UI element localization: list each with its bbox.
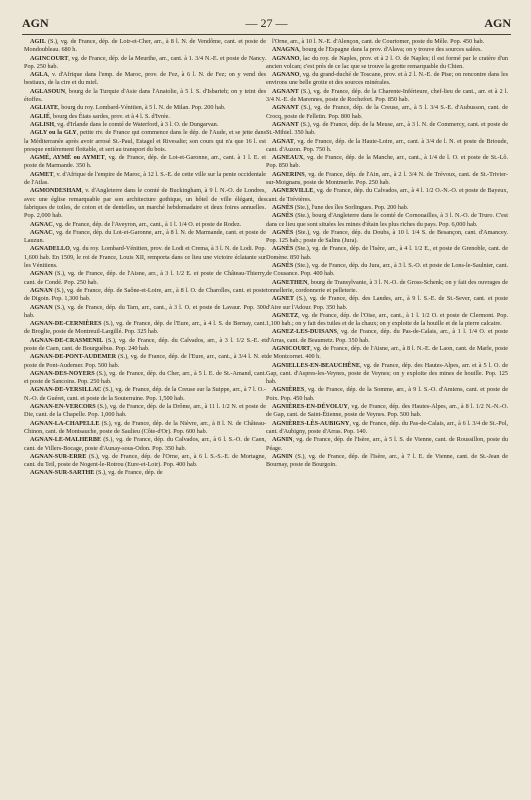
- entry-text: , v. d'Angleterre dans le comté de Buckingham, à 9 l. N.-O. de Londres, avec une église remarquable par son architecture gothique, un hôtel de ville élégant, des fabriques de toiles, de coton et de dentelles, un marché hebdomadaire et deux foires annuelles. Pop. 2,000 hab.: [24, 187, 266, 220]
- dictionary-entry: [266, 46, 508, 54]
- dictionary-entry: [24, 245, 266, 270]
- entry-text: , vg. d'Irlande dans le comté de Waterford, à 3 l. O. de Dungarvan.: [54, 120, 219, 128]
- entry-headword: AGNIÈRES: [272, 386, 305, 394]
- entry-headword: AGNIÈRES-EN-DÉVOLUY: [272, 403, 348, 411]
- dictionary-entry: [266, 453, 508, 470]
- entry-headword: AGINCOURT: [30, 54, 69, 62]
- header-left-word: AGN: [22, 15, 49, 30]
- entry-text: , vg. de France, dép. de la Haute-Loire, arr., cant. à 3/4 de l. N. et poste de Brioude, cant. d'Auzon. Pop. 750 h.: [266, 137, 508, 153]
- entry-text: , vg. du roy. Lombard-Vénitien, prov. de Lodi et Crema, à 3 l. N. de Lodi. Pop. 1,600 hab. En 1509, le roi de France, Louis XII, remporta dans ce lieu une victoire éclatante sur les Vénitiens.: [24, 245, 266, 270]
- entry-text: (Ste.), vg. de France, dép. du Doubs, à 10 l. 1/4 S. de Besançon, cant. d'Amancey. Pop. 125 hab.; poste de Salins (Jura).: [266, 228, 508, 245]
- dictionary-entry: [266, 245, 508, 262]
- entry-headword: AGNIN: [272, 452, 293, 460]
- entry-text: , vg. de France, dép. du Lot-et-Garonne, arr., à 8 l. N. de Marmande, cant. et poste de Lauzun.: [24, 228, 266, 245]
- entry-headword: AGNAN-SUR-ERRE: [30, 452, 87, 460]
- entry-headword: AGNÈS: [272, 212, 294, 220]
- entry-headword: AGMÉ, AYMÉ ou AYMET: [30, 154, 105, 162]
- entry-text: , vg. de France, dép. de la Somme, arr., à 9 l. S.-O. d'Amiens, cant. et poste de Poix. Pop. 450 hab.: [266, 386, 508, 402]
- entry-text: , vg. de France, dép. de l'Aisne, arr., à 8 l. N.-E. de Laon, cant. de Marle, poste de Montcornet. 400 h.: [266, 344, 508, 361]
- entry-text: , vg. de France, dép. de la Manche, arr., cant., à 1/4 de l. O. et poste de St.-Lô. Pop. 850 hab.: [266, 154, 508, 170]
- entry-text: , petite riv. de France qui commence dans le dép. de l'Aude, et se jette dans la Méditerranée après avoir arrosé St.-Paul, Estagel et Rivesalte; son cours qui n'a que 16 l. est presque entièrement flottable, et sert au transport du bois.: [24, 129, 266, 153]
- entry-text: , bourg de la Turquie d'Asie dans l'Anatolie, à 5 l. S. d'Isbarteh; on y teint des étoffes.: [24, 87, 266, 104]
- entry-text: (S.), vg. de France, dép. de l'Eure, arr., à 4 l. S. de Bernay, cant. de Broglie, poste de Montreuil-Largillé. Pop. 325 hab.: [24, 320, 266, 336]
- entry-headword: AGNETHEN: [272, 278, 308, 286]
- entry-headword: AGNAN: [30, 303, 53, 311]
- dictionary-entry: [266, 386, 508, 403]
- dictionary-entry: [24, 88, 266, 105]
- dictionary-entry: [266, 187, 508, 204]
- dictionary-entry: [24, 55, 266, 72]
- dictionary-entry: [266, 171, 508, 188]
- entry-headword: AGNANO: [272, 71, 300, 79]
- entry-text: (S.), vg. de France, dép. de la Creuse, arr., à 5 l. 3/4 S.-E. d'Aubusson, cant. de Crocq, poste de Felletin. Pop. 800 hab.: [266, 104, 508, 120]
- entry-text: , vg. de France, dép. de l'Oise, arr., cant., à 1 l. 1/2 O. et poste de Clermont. Pop. 1,100 hab.; on y fait des tuiles et de la chaux; on y exploite de la houille et de la pierre calcaire.: [266, 311, 508, 328]
- entry-text: , vg. du grand-duché de Toscane, prov. et à 2 l. N.-E. de Pise; on rencontre dans les environs une belle grotte et des sources minérales.: [266, 71, 508, 87]
- dictionary-entry: [266, 229, 508, 246]
- entry-text: , vg. de France, dép. du Pas-de-Calais, arr., à 1 l. 1/4 O. et poste d'Arras, cant. de Beaumetz. Pop. 350 hab.: [266, 328, 508, 344]
- dictionary-entry: [266, 55, 508, 72]
- entry-headword: AGNEZ-LES-DUISANS: [272, 328, 337, 336]
- dictionary-entry: [266, 345, 508, 362]
- entry-text: (S.), vg. de France, dép. de la Nièvre, arr., à 8 l. N. de Château-Chinon, cant. de Montsauche, poste de Saulieu (Côte-d'Or). Pop. 600 hab.: [24, 419, 266, 435]
- entry-headword: AGNERVILLE: [272, 187, 314, 195]
- entry-text: , vg. de France, dép. du Calvados, arr., à 4 l. 1/2 O.-N.-O. et poste de Bayeux, cant. de Trévières.: [266, 187, 508, 203]
- entry-headword: AGNAN: [30, 286, 53, 294]
- entry-text: (Ste.), vg. de France, dép. du Jura, arr., à 3 l. S.-O. et poste de Lons-le-Saulnier, cant. de Cousance. Pop. 400 hab.: [266, 262, 508, 278]
- entry-headword: AGNICOURT: [272, 344, 311, 352]
- entry-headword: AGNERINS: [272, 170, 305, 178]
- dictionary-entry: [24, 304, 266, 321]
- dictionary-entry: [266, 312, 508, 329]
- dictionary-entry: [266, 104, 508, 121]
- dictionary-entry: [266, 88, 508, 105]
- entry-headword: AGNAN-SUR-SARTHE: [30, 469, 95, 477]
- entry-text: (S.), vg. de France, dép. de la Meuse, arr., à 3 l. N. de Commercy, cant. et poste de St.-Mihiel. 350 hab.: [266, 120, 508, 137]
- entry-text: (S.), vg. de France, dép. de l'Orne, arr., à 6 l. S.-S.-E. de Mortagne, cant. du Teil, poste de Nogent-le-Rotrou (Eure-et-Loir). Pop. 400 hab.: [24, 452, 266, 469]
- entry-text: (S.), vg. de France, dép. des Landes, arr., à 9 l. S.-E. de St.-Sever, cant. et poste d'Aire sur l'Adour. Pop. 350 hab.: [266, 295, 508, 311]
- running-header: [22, 14, 511, 32]
- entry-headword: AGNAN-DE-VERSILLAC: [30, 386, 102, 394]
- entry-headword: AGNADELLO: [30, 245, 70, 253]
- entry-headword: AGLA: [30, 71, 48, 79]
- entry-headword: ANAGNA: [272, 46, 300, 54]
- dictionary-entry: [24, 104, 266, 112]
- right-column: [266, 38, 508, 469]
- entry-text: , vg. de France, dép. des Hautes-Alpes, arr. et à 5 l. O. de Gap, cant. d'Aspres-les-Veynes, poste de Veynes; on y exploite des mines de houille. Pop. 125 hab.: [266, 361, 508, 386]
- entry-text: , bourg de Transylvanie, à 3 l. N.-O. de Gross-Schenk; on y fait des ouvrages de tonnellerie, cordonnerie et pelleterie.: [266, 278, 508, 294]
- dictionary-entry: [266, 38, 508, 46]
- entry-headword: AGLASOUN: [30, 87, 66, 95]
- dictionary-entry: [24, 436, 266, 453]
- entry-headword: AGNAN-DE-PONT-AUDEMER: [30, 353, 117, 361]
- entry-headword: AGNÈS: [272, 203, 294, 211]
- entry-headword: AGLIÉ: [30, 112, 50, 120]
- dictionary-entry: [266, 420, 508, 437]
- dictionary-entry: [24, 221, 266, 229]
- dictionary-entry: [266, 362, 508, 387]
- entry-headword: AGNAN-LE-MALHERBE: [30, 436, 102, 444]
- entry-headword: AGNAN-DES-NOYERS: [30, 369, 95, 377]
- dictionary-entry: [24, 229, 266, 246]
- dictionary-entry: [266, 154, 508, 171]
- dictionary-entry: [266, 212, 508, 229]
- entry-text: (S.), vg. de France, dép. de la Drôme, arr., à 11 l. 1/2 N. et poste de Die, cant. de la Chapelle. Pop. 1,000 hab.: [24, 403, 266, 419]
- dictionary-entry: [24, 171, 266, 188]
- entry-headword: AGNAN-EN-VERCORS: [30, 403, 96, 411]
- entry-text: (S.), vg. de France, dép. de l'Eure, arr., cant., à 3/4 l. N. et poste de Pont-Audemer. Pop. 500 hab.: [24, 353, 266, 369]
- dictionary-entry: [24, 38, 266, 55]
- entry-headword: AGNANT: [272, 120, 299, 128]
- entry-text: , bourg des États sardes, prov. et à 4 l. S. d'Ivrée.: [49, 112, 170, 120]
- entry-headword: AGNIÈRES-LÈS-AUBIGNY: [272, 419, 350, 427]
- dictionary-entry: [266, 204, 508, 212]
- entry-text: (S.), vg. de France, dép. de Saône-et-Loire, arr., à 8 l. O. de Charolles, cant. et poste de Digoin. Pop. 1,300 hab.: [24, 286, 266, 303]
- dictionary-entry: [24, 287, 266, 304]
- dictionary-entry: [266, 295, 508, 312]
- entry-headword: AGNEAUX: [272, 154, 304, 162]
- entry-text: (Ste.), l'une des îles Sorlingues. Pop. 200 hab.: [293, 203, 409, 211]
- entry-text: l'Orne, arr., à 10 l. N.-E. d'Alençon, cant. de Courtomer, poste du Mêle. Pop. 450 hab.: [272, 38, 485, 45]
- entry-text: (S.), vg. de France, dép. de l'Isère, arr., à 7 l. E. de Vienne, cant. de St.-Jean de Bournay, poste de Bourgoin.: [266, 452, 508, 469]
- dictionary-entry: [24, 270, 266, 287]
- entry-headword: AGLIATE: [30, 104, 59, 112]
- entry-headword: AGNÈS: [272, 228, 294, 236]
- header-right-word: AGN: [484, 15, 511, 30]
- dictionary-entry: [24, 320, 266, 337]
- entry-text: (S.), vg. de France, dép. de la Creuse sur la Suippe, arr., à 7 l. O.-N.-O. de Guéret, cant. et poste de la Souterraine. Pop. 1,500 hab.: [24, 386, 266, 402]
- entry-text: , vg. de France, dép. des Hautes-Alpes, arr., à 8 l. 1/2 N.-N.-O. de Gap, cant. de Saint-Étienne, poste de Veynes. Pop. 500 hab.: [266, 403, 508, 419]
- dictionary-entry: [24, 121, 266, 129]
- entry-headword: AGNAN-LA-CHAPELLE: [30, 419, 100, 427]
- entry-text: , bourg de l'Espagne dans la prov. d'Alava; on y trouve des sources salées.: [299, 46, 482, 54]
- dictionary-entry: [24, 370, 266, 387]
- entry-headword: AGNAT: [272, 137, 294, 145]
- entry-text: (S.), vg. de France, dép. de: [94, 469, 163, 477]
- entry-text: (S.), vg. de France, dép. du Calvados, arr., à 6 l. S.-O. de Caen, cant. de Villers-Bocage, poste d'Aunay-sous-Odon. Pop. 350 hab.: [24, 436, 266, 452]
- entry-text: (S.), vg. de France, dép. du Tarn, arr., cant., à 3 l. O. et poste de Lavaur. Pop. 300 hab.: [24, 303, 266, 319]
- entry-headword: AGMET: [30, 170, 54, 178]
- entry-headword: AGNIELLES-EN-BEAUCHÊNE: [272, 361, 361, 369]
- dictionary-entry: [24, 353, 266, 370]
- entry-headword: AGNET: [272, 295, 295, 303]
- dictionary-entry: [24, 129, 266, 154]
- entry-text: , v. d'Afrique dans l'emp. de Maroc, prov. de Fez, à 6 l. N. de Fez; on y vend des bestiaux, de la cire et du miel.: [24, 71, 266, 87]
- dictionary-entry: [24, 403, 266, 420]
- entry-headword: AGNETZ: [272, 311, 299, 319]
- dictionary-entry: [266, 121, 508, 138]
- entry-text: , vg. de France, dép. du Pas-de-Calais, arr., à 6 l. 3/4 de St.-Pol, cant. d'Aubigny, poste d'Arras. Pop. 140.: [266, 419, 508, 435]
- entry-text: , vg. de France, dép. de Lot-et-Garonne, arr., cant. à 1 l. E. et poste de Marmande. 350 h.: [24, 154, 266, 170]
- entry-headword: AGLISH: [30, 120, 55, 128]
- dictionary-entry: [266, 71, 508, 88]
- dictionary-entry: [24, 337, 266, 354]
- entry-headword: AGNÈS: [272, 245, 294, 253]
- entry-headword: AGNANT: [272, 104, 299, 112]
- dictionary-entry: [24, 71, 266, 88]
- entry-headword: AGNAC: [30, 228, 53, 236]
- entry-text: (Ste.), vg. de France, dép. de l'Isère, arr., à 4 l. 1/2 E., et poste de Grenoble, cant. de Domène. 850 hab.: [266, 245, 508, 261]
- dictionary-entry: [266, 328, 508, 345]
- entry-text: (S.), vg. de France, dép. de l'Aisne, arr., à 3 l. 1/2 E. et poste de Château-Thierry, cant. de Condé. Pop. 250 hab.: [24, 270, 266, 286]
- entry-headword: AGNAC: [30, 220, 53, 228]
- dictionary-entry: [24, 420, 266, 437]
- dictionary-entry: [24, 187, 266, 220]
- entry-headword: AGMONDESHAM: [30, 187, 82, 195]
- entry-headword: AGIL: [30, 38, 46, 45]
- entry-text: , vg. de France, dép. de la Meurthe, arr., cant. à 1. 3/4 N.-E. et poste de Nancy. Pop. 250 hab.: [24, 54, 266, 70]
- dictionary-entry: [266, 138, 508, 155]
- entry-headword: AGNÈS: [272, 262, 294, 270]
- dictionary-entry: [266, 279, 508, 296]
- entry-text: , vg. de France, dép. de l'Ain, arr., à 2 l. 3/4 N. de Trévoux, cant. de St.-Trivier-sur-Moignans, poste de Montmerle. Pop. 250 hab.: [266, 170, 508, 187]
- entry-headword: AGNANO: [272, 54, 300, 62]
- header-rule: [22, 34, 511, 35]
- entry-text: , lac du roy. de Naples, prov. et à 2 l. O. de Naples; il est formé par le cratère d'un ancien volcan; c'est près de ce lac que se trouve la grotte remarquable du Chien.: [266, 54, 508, 70]
- entry-headword: AGLY ou la GLY: [30, 129, 77, 137]
- dictionary-entry: [24, 386, 266, 403]
- entry-text: , v. d'Afrique de l'empire de Maroc, à 12 l. S.-E. de cette ville sur la pente occidentale de l'Atlas.: [24, 170, 266, 187]
- entry-headword: AGNAN: [30, 270, 53, 278]
- entry-text: , vg. de France, dép. de l'Aveyron, arr., cant., à 1 l. 1/4 O. et poste de Rodez.: [52, 220, 242, 228]
- entry-text: (S.), vg. de France, dép. de la Charente-Inférieure, chef-lieu de cant., arr. et à 2 l. 3/4 N.-E. de Marennes, poste de Rochefort. Pop. 850 hab.: [266, 87, 508, 104]
- entry-text: (S.), vg. de France, dép. du Calvados, arr., à 3 l. 1/2 S.-E. et poste de Caen, cant. de Bourguébus. Pop. 240 hab.: [24, 336, 266, 352]
- entry-text: , vg. de France, dép. de l'Isère, arr., à 5 l. S. de Vienne, cant. de Roussillon, poste du Péage.: [266, 436, 508, 452]
- dictionary-entry: [24, 113, 266, 121]
- entry-text: (S.), vg. de France, dép. de Loir-et-Cher, arr., à 8 l. N. de Vendôme, cant. et poste de Mondoubleau. 680 h.: [24, 38, 266, 54]
- entry-headword: AGNANT: [272, 87, 299, 95]
- left-column: [24, 38, 266, 478]
- entry-headword: AGNAN-DE-CRASMENIL: [30, 336, 104, 344]
- entry-headword: AGNIN: [272, 436, 293, 444]
- dictionary-entry: [266, 262, 508, 279]
- dictionary-entry: [24, 453, 266, 470]
- entry-text: (S.), vg. de France, dép. du Cher, arr., à 5 l. E. de St.-Amand, cant. et poste de Sancoins. Pop. 250 hab.: [24, 369, 266, 386]
- dictionary-entry: [266, 403, 508, 420]
- entry-headword: AGNAN-DE-CERNIÈRES: [30, 320, 102, 328]
- dictionary-entry: [24, 154, 266, 171]
- dictionary-entry: [24, 469, 266, 477]
- entry-text: (Ste.), bourg d'Angleterre dans le comté de Cornouailles, à 3 l. N.-O. de Truro. C'est dans ce lieu que sont situées les mines d'étain les plus riches du pays. Pop. 6,000 hab.: [266, 212, 508, 228]
- dictionary-entry: [266, 436, 508, 453]
- entry-text: , bourg du roy. Lombard-Vénitien, à 5 l. N. de Milan. Pop. 200 hab.: [58, 104, 226, 112]
- page-number: — 27 —: [245, 15, 288, 30]
